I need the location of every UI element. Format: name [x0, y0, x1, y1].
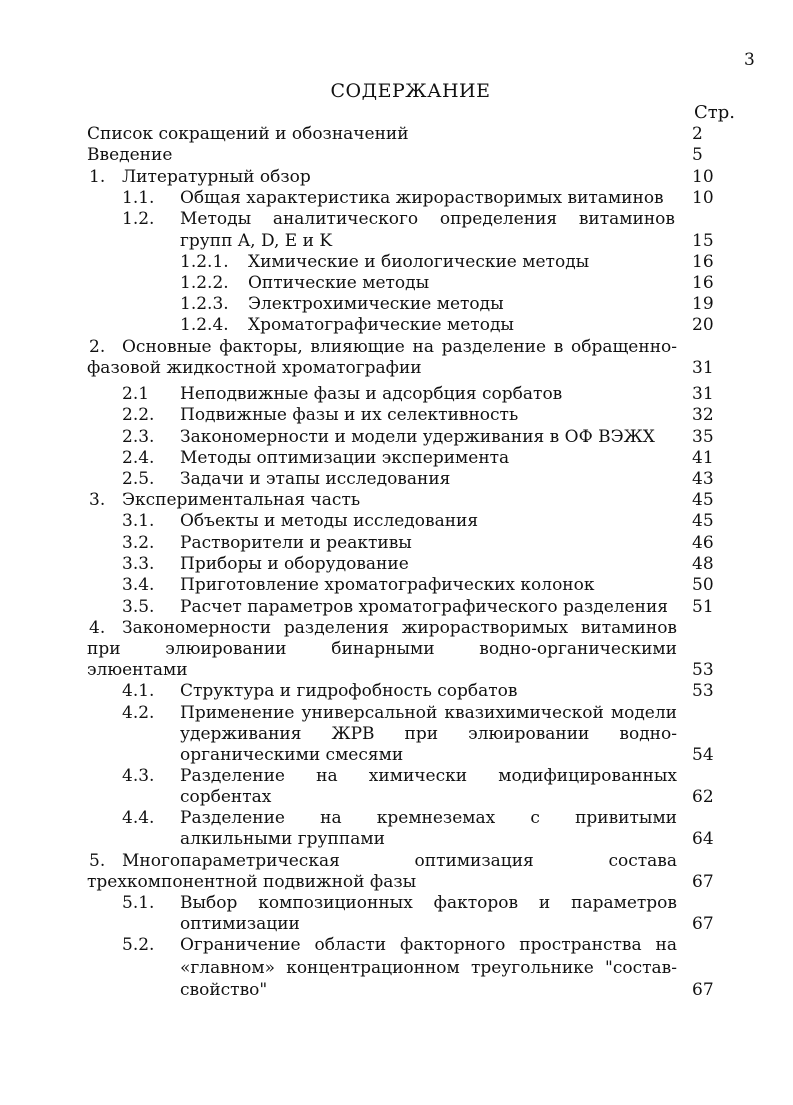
toc-entry-text: Приготовление хроматографических колонок: [180, 575, 595, 595]
page-number: 3: [744, 50, 755, 70]
toc-entry-text: органическими смесями: [180, 745, 404, 765]
toc-entry-number: 4.3.: [122, 766, 155, 786]
toc-entry-page: 43: [692, 469, 714, 489]
toc-entry-text: Электрохимические методы: [248, 294, 504, 314]
toc-entry-text: Литературный обзор: [122, 167, 311, 187]
toc-entry-number: 2.: [89, 337, 106, 357]
toc-entry-page: 2: [692, 124, 703, 144]
toc-entry-text: Закономерности и модели удерживания в ОФ ВЭЖХ: [180, 427, 655, 447]
toc-entry-page: 50: [692, 575, 714, 595]
toc-entry-number: 3.2.: [122, 533, 155, 553]
toc-entry-page: 54: [692, 745, 714, 765]
toc-entry-text: групп A, D, E и K: [180, 231, 333, 251]
toc-entry-page: 41: [692, 448, 714, 468]
toc-entry-page: 45: [692, 490, 714, 510]
toc-entry-text: Подвижные фазы и их селективность: [180, 405, 519, 425]
toc-entry-text: Список сокращений и обозначений: [87, 124, 409, 144]
toc-entry-text: Хроматографические методы: [248, 315, 514, 335]
toc-entry-text: Разделение на кремнеземах с привитыми: [180, 808, 677, 828]
toc-entry-page: 53: [692, 681, 714, 701]
toc-entry-number: 5.: [89, 851, 106, 871]
toc-entry-text: Введение: [87, 145, 173, 165]
toc-entry-text: оптимизации: [180, 914, 300, 934]
toc-entry-number: 4.2.: [122, 703, 155, 723]
toc-entry-text: Разделение на химически модифицированных: [180, 766, 677, 786]
toc-entry-text: Выбор композиционных факторов и параметров: [180, 893, 677, 913]
toc-entry-number: 4.: [89, 618, 106, 638]
toc-entry-number: 4.1.: [122, 681, 155, 701]
toc-entry-number: 2.5.: [122, 469, 155, 489]
toc-entry-page: 10: [692, 188, 714, 208]
toc-entry-text: Закономерности разделения жирорастворимых витаминов: [122, 618, 677, 638]
toc-entry-number: 3.1.: [122, 511, 155, 531]
toc-entry-number: 1.2.4.: [180, 315, 229, 335]
toc-entry-page: 32: [692, 405, 714, 425]
toc-entry-text: Приборы и оборудование: [180, 554, 409, 574]
page-title: СОДЕРЖАНИЕ: [330, 80, 491, 102]
toc-entry-text: Ограничение области факторного пространства на: [180, 935, 677, 955]
toc-entry-page: 16: [692, 252, 714, 272]
toc-entry-number: 3.4.: [122, 575, 155, 595]
toc-entry-number: 3.5.: [122, 597, 155, 617]
toc-entry-page: 62: [692, 787, 714, 807]
toc-entry-text: Методы аналитического определения витаминов: [180, 209, 675, 229]
toc-entry-page: 67: [692, 872, 714, 892]
toc-entry-number: 2.4.: [122, 448, 155, 468]
toc-entry-text: при элюировании бинарными водно-органическими: [87, 639, 677, 659]
toc-entry-number: 1.2.3.: [180, 294, 229, 314]
toc-entry-page: 20: [692, 315, 714, 335]
toc-entry-page: 64: [692, 829, 714, 849]
toc-entry-page: 48: [692, 554, 714, 574]
toc-entry-text: Химические и биологические методы: [248, 252, 590, 272]
toc-entry-number: 5.2.: [122, 935, 155, 955]
toc-entry-number: 3.3.: [122, 554, 155, 574]
toc-entry-text: Методы оптимизации эксперимента: [180, 448, 510, 468]
toc-entry-text: свойство": [180, 980, 268, 1000]
toc-entry-number: 5.1.: [122, 893, 155, 913]
toc-entry-number: 2.3.: [122, 427, 155, 447]
toc-entry-page: 67: [692, 914, 714, 934]
toc-entry-text: Оптические методы: [248, 273, 430, 293]
toc-entry-number: 4.4.: [122, 808, 155, 828]
toc-entry-text: Многопараметрическая оптимизация состава: [122, 851, 677, 871]
toc-entry-text: Расчет параметров хроматографического разделения: [180, 597, 669, 617]
toc-entry-number: 1.2.: [122, 209, 155, 229]
toc-entry-text: алкильными группами: [180, 829, 385, 849]
toc-entry-number: 2.1: [122, 384, 150, 404]
toc-entry-text: Общая характеристика жирорастворимых витаминов: [180, 188, 664, 208]
toc-entry-text: Применение универсальной квазихимической модели: [180, 703, 677, 723]
toc-entry-text: Растворители и реактивы: [180, 533, 412, 553]
toc-entry-page: 31: [692, 358, 714, 378]
toc-entry-number: 1.2.1.: [180, 252, 229, 272]
toc-entry-page: 46: [692, 533, 714, 553]
toc-entry-page: 19: [692, 294, 714, 314]
toc-entry-text: сорбентах: [180, 787, 272, 807]
toc-entry-page: 5: [692, 145, 703, 165]
page-column-header: Стр.: [694, 102, 735, 123]
toc-entry-text: Задачи и этапы исследования: [180, 469, 451, 489]
toc-entry-text: Экспериментальная часть: [122, 490, 361, 510]
toc-entry-page: 35: [692, 427, 714, 447]
toc-entry-number: 1.1.: [122, 188, 155, 208]
toc-entry-text: удерживания ЖРВ при элюировании водно-: [180, 724, 677, 744]
toc-entry-text: Основные факторы, влияющие на разделение в обращенно-: [122, 337, 677, 357]
toc-entry-number: 3.: [89, 490, 106, 510]
toc-entry-page: 53: [692, 660, 714, 680]
toc-entry-page: 15: [692, 231, 714, 251]
toc-entry-text: фазовой жидкостной хроматографии: [87, 358, 422, 378]
toc-entry-page: 45: [692, 511, 714, 531]
toc-entry-page: 10: [692, 167, 714, 187]
toc-entry-number: 1.: [89, 167, 106, 187]
toc-entry-text: трехкомпонентной подвижной фазы: [87, 872, 417, 892]
toc-entry-text: Неподвижные фазы и адсорбция сорбатов: [180, 384, 563, 404]
toc-entry-page: 51: [692, 597, 714, 617]
toc-entry-text: Структура и гидрофобность сорбатов: [180, 681, 518, 701]
toc-entry-page: 67: [692, 980, 714, 1000]
toc-entry-text: «главном» концентрационном треугольнике "состав-: [180, 958, 677, 978]
toc-entry-page: 16: [692, 273, 714, 293]
toc-entry-text: элюентами: [87, 660, 188, 680]
toc-entry-number: 1.2.2.: [180, 273, 229, 293]
toc-entry-text: Объекты и методы исследования: [180, 511, 479, 531]
toc-entry-page: 31: [692, 384, 714, 404]
toc-entry-number: 2.2.: [122, 405, 155, 425]
